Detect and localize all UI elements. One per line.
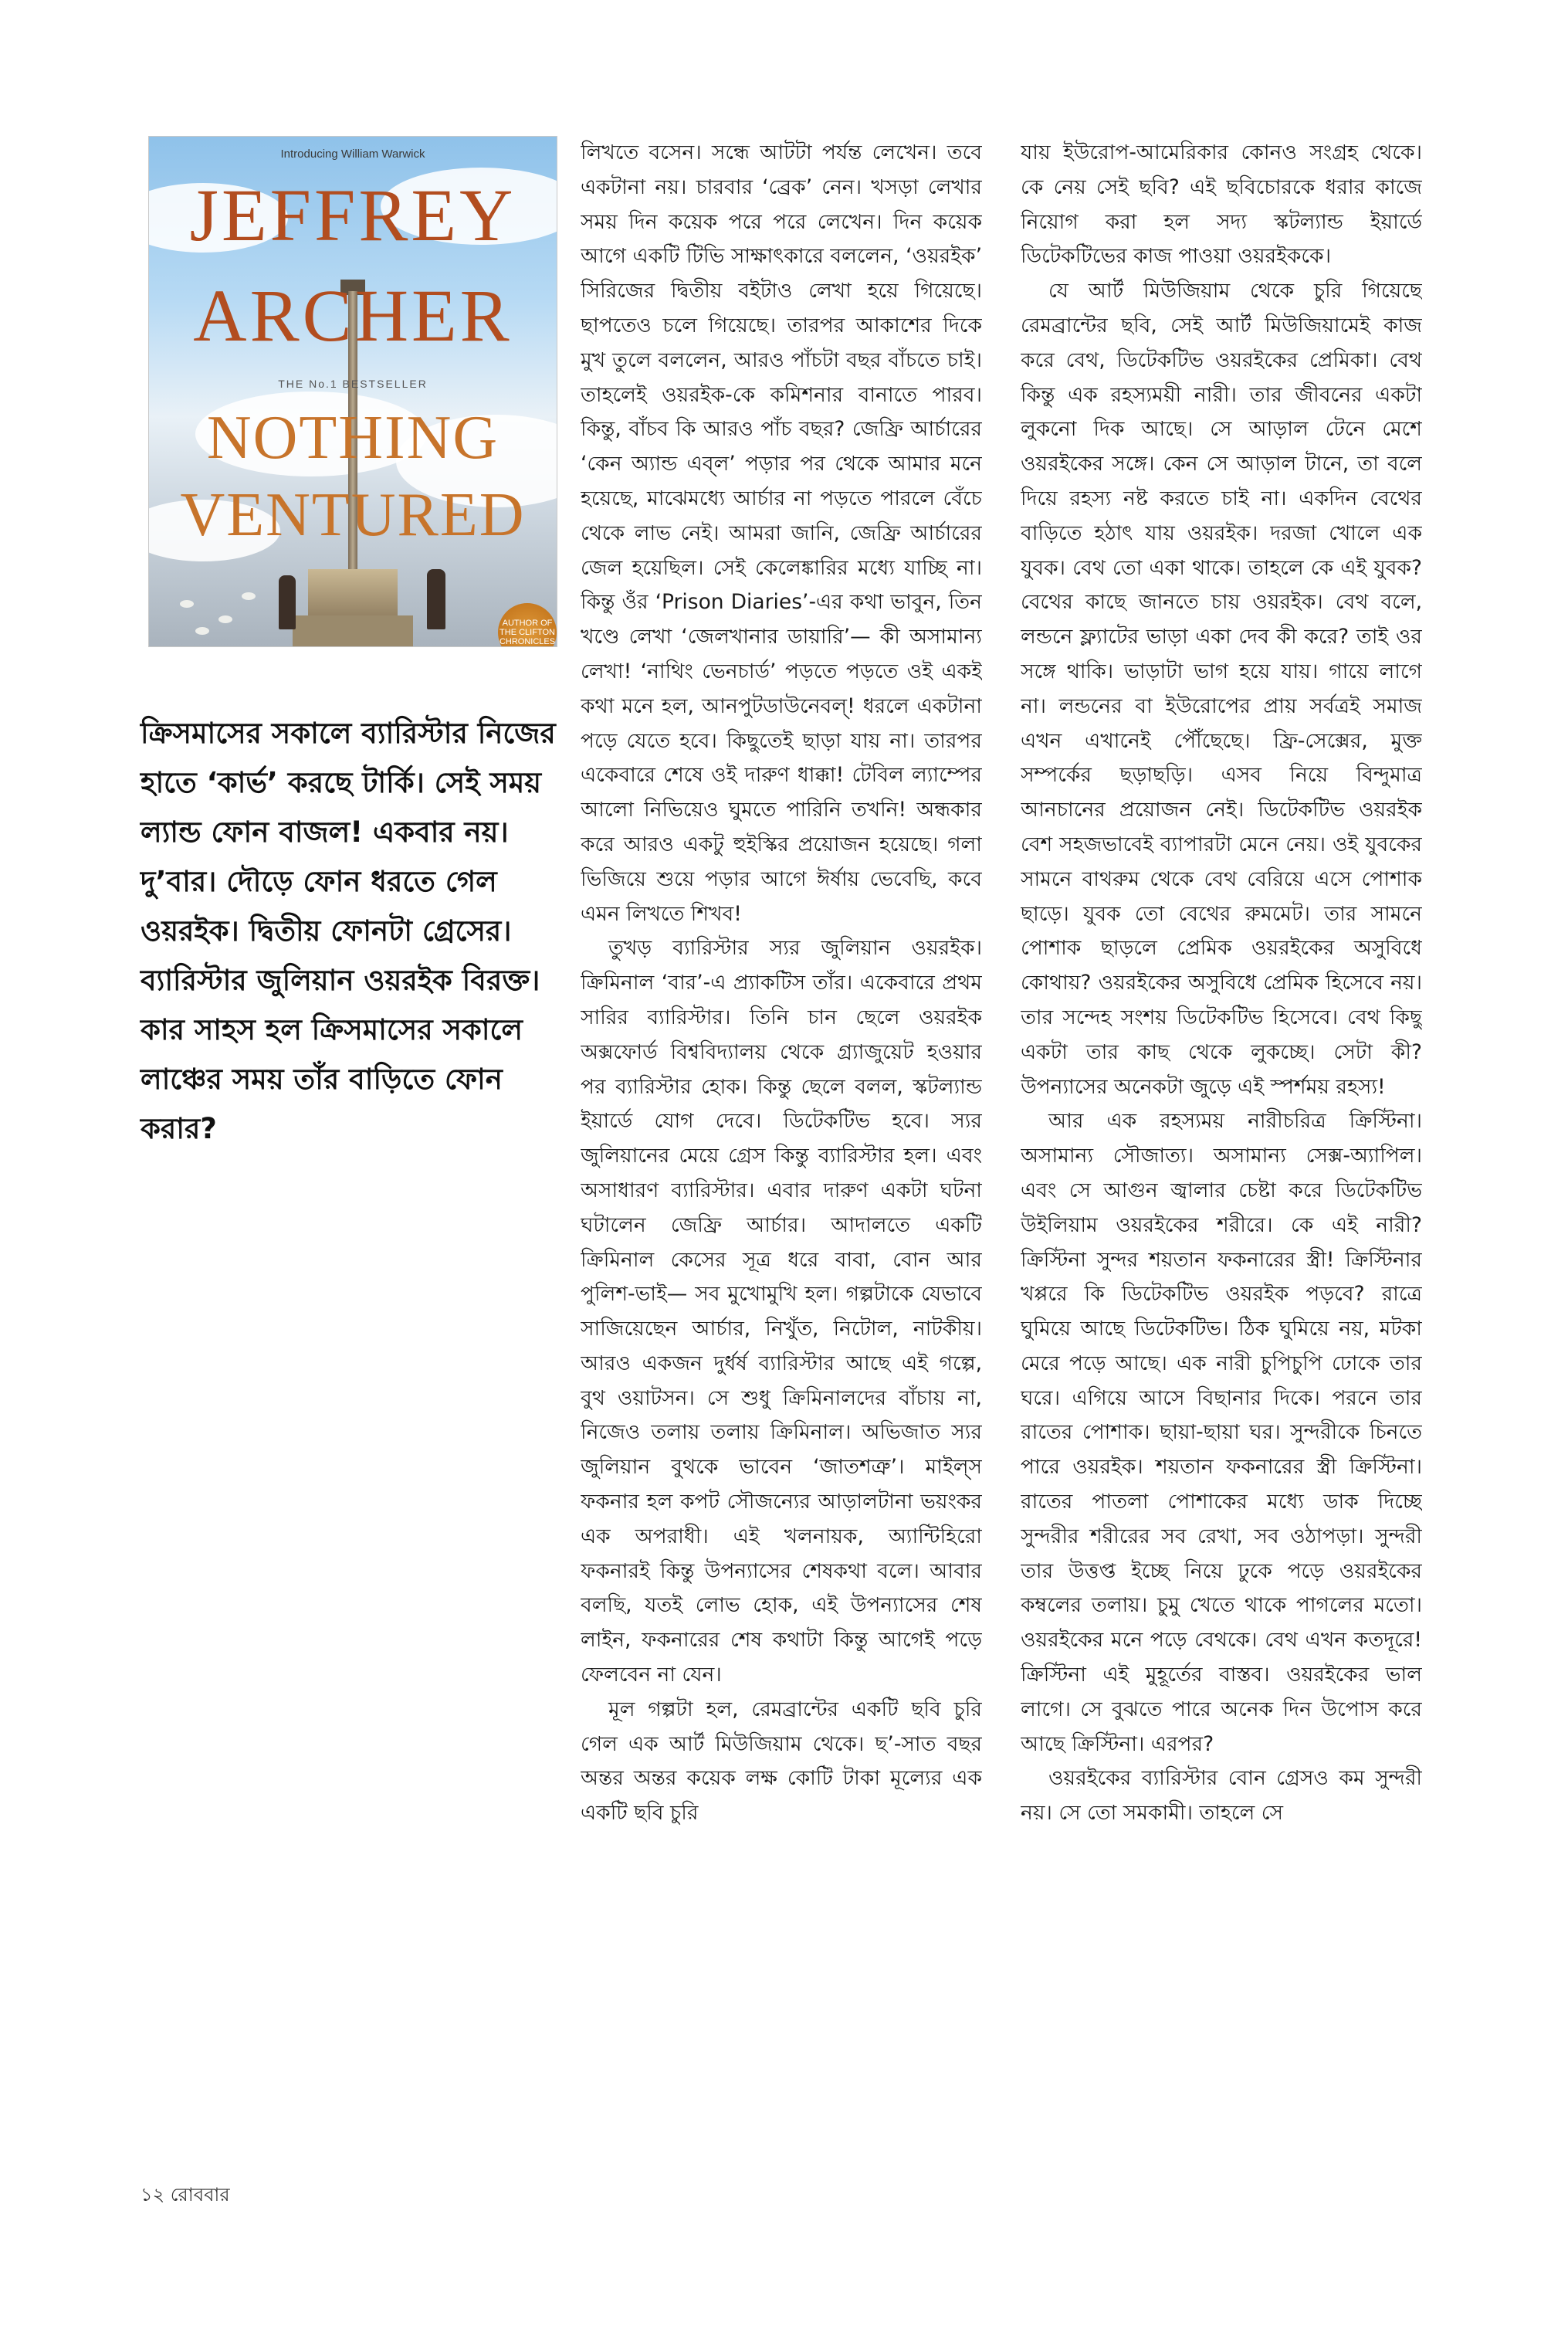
walking-figure: [427, 569, 445, 629]
article-column-2: [581, 136, 982, 2190]
paragraph: তুখড় ব্যারিস্টার স্যর জুলিয়ান ওয়রইক। ক্রিমিনাল ‘বার’-এ প্র্যাকটিস তাঁর। একেবারে প্রথম সারির ব্যারিস্টার। তিনি চান ছেলে ওয়রইক অক্সফোর্ড বিশ্ববিদ্যালয় থেকে গ্র্যাজুয়েট হওয়ার পর ব্যারিস্টার হোক। কিন্তু ছেলে বলল, স্কটল্যান্ড ইয়ার্ডে যোগ দেবে। ডিটেকটিভ হবে। স্যর জুলিয়ানের মেয়ে গ্রেস কিন্তু ব্যারিস্টার হল। এবং অসাধারণ ব্যারিস্টার। এবার দারুণ একটা ঘটনা ঘটালেন জেফ্রি আর্চার। আদালতে একটি ক্রিমিনাল কেসের সূত্র ধরে বাবা, বোন আর পুলিশ-ভাই— সব মুখোমুখি হল। গল্পটাকে যেভাবে সাজিয়েছেন আর্চার, নিখুঁত, নিটোল, নাটকীয়। আরও একজন দুর্ধর্ষ ব্যারিস্টার আছে এই গল্পে, বুথ ওয়াটসন। সে শুধু ক্রিমিনালদের বাঁচায় না, নিজেও তলায় তলায় ক্রিমিনাল। অভিজাত স্যর জুলিয়ান বুথকে ভাবেন ‘জাতশত্রু’। মাইল্‌স ফকনার হল কপট সৌজন্যের আড়ালটানা ভয়ংকর এক অপরাধী। এই খলনায়ক, অ্যান্টিহিরো ফকনারই কিন্তু উপন্যাসের শেষকথা বলে। আবার বলছি, যতই লোভ হোক, এই উপন্যাসের শেষ লাইন, ফকনারের শেষ কথাটা কিন্তু আগেই পড়ে ফেলবেন না যেন।: [581, 936, 982, 1687]
monument-plinth: [293, 615, 413, 646]
paragraph: যায় ইউরোপ-আমেরিকার কোনও সংগ্রহ থেকে। কে নেয় সেই ছবি? এই ছবিচোরকে ধরার কাজে নিয়োগ করা হল সদ্য স্কটল্যান্ড ইয়ার্ডে ডিটেকটিভের কাজ পাওয়া ওয়রইককে।: [1021, 141, 1422, 269]
cover-seal: AUTHOR OF THE CLIFTON CHRONICLES: [498, 603, 557, 647]
page-folio: ১২ রোববার: [141, 2184, 230, 2206]
paragraph: ওয়রইকের ব্যারিস্টার বোন গ্রেসও কম সুন্দরী নয়। সে তো সমকামী। তাহলে সে: [1021, 1766, 1422, 1826]
paragraph: যে আর্ট মিউজিয়াম থেকে চুরি গিয়েছে রেমব্রান্টের ছবি, সেই আর্ট মিউজিয়ামেই কাজ করে বেথ, ডিটেকটিভ ওয়রইকের প্রেমিকা। বেথ কিন্তু এক রহস্যময়ী নারী। তার জীবনের একটা লুকনো দিক আছে। সে আড়াল টেনে মেশে ওয়রইকের সঙ্গে। কেন সে আড়াল টানে, তা বলে দিয়ে রহস্য নষ্ট করতে চাই না। একদিন বেথের বাড়িতে হঠাৎ যায় ওয়রইক। দরজা খোলে এক যুবক। বেথ তো একা থাকে। তাহলে কে এই যুবক? বেথের কাছে জানতে চায় ওয়রইক। বেথ বলে, লন্ডনে ফ্ল্যাটের ভাড়া একা দেব কী করে? তাই ওর সঙ্গে থাকি। ভাড়াটা ভাগ হয়ে যায়। গায়ে লাগে না। লন্ডনের বা ইউরোপের প্রায় সর্বত্রই সমাজ এখন এখানেই পৌঁছেছে। ফ্রি-সেক্সের, মুক্ত সম্পর্কের ছড়াছড়ি। এসব নিয়ে বিন্দুমাত্র আনচানের প্রয়োজন নেই। ডিটেকটিভ ওয়রইক বেশ সহজভাবেই ব্যাপারটা মেনে নেয়। ওই যুবকের সামনে বাথরুম থেকে বেথ বেরিয়ে এসে পোশাক ছাড়ে। যুবক তো বেথের রুমমেট। তার সামনে পোশাক ছাড়লে প্রেমিক ওয়রইকের অসুবিধে কোথায়? ওয়রইকের অসুবিধে প্রেমিক হিসেবে নয়। তার সন্দেহ সংশয় ডিটেকটিভ হিসেবে। বেথ কিছু একটা তার কাছ থেকে লুকচ্ছে। সেটা কী? উপন্যাসের অনেকটা জুড়ে এই স্পর্শময় রহস্য!: [1021, 279, 1422, 1099]
pull-quote: ক্রিসমাসের সকালে ব্যারিস্টার নিজের হাতে ‘কার্ভ’ করছে টার্কি। সেই সময় ল্যান্ড ফোন বাজল! একবার নয়। দু’বার। দৌড়ে ফোন ধরতে গেল ওয়রইক। দ্বিতীয় ফোনটা গ্রেসের। ব্যারিস্টার জুলিয়ান ওয়রইক বিরক্ত। কার সাহস হল ক্রিসমাসের সকালে লাঞ্চের সময় তাঁর বাড়িতে ফোন করার?: [141, 717, 556, 1145]
paragraph: মূল গল্পটা হল, রেমব্রান্টের একটি ছবি চুরি গেল এক আর্ট মিউজিয়াম থেকে। ছ’-সাত বছর অন্তর অন্তর কয়েক লক্ষ কোটি টাকা মূল্যের এক একটি ছবি চুরি: [581, 1697, 982, 1826]
pigeon: [218, 615, 232, 623]
book-cover-image: [148, 136, 557, 647]
cover-author-last: ARCHER: [193, 274, 513, 357]
paragraph: লিখতে বসেন। সন্ধে আটটা পর্যন্ত লেখেন। তবে একটানা নয়। চারবার ‘ব্রেক’ নেন। খসড়া লেখার সময় দিন কয়েক পরে পরে লেখেন। দিন কয়েক আগে একটি টিভি সাক্ষাৎকারে বললেন, ‘ওয়রইক’ সিরিজের দ্বিতীয় বইটাও লেখা হয়ে গিয়েছে। ছাপতেও চলে গিয়েছে। তারপর আকাশের দিকে মুখ তুলে বললেন, আরও পাঁচটা বছর বাঁচতে চাই। তাহলেই ওয়রইক-কে কমিশনার বানাতে পারব। কিন্তু, বাঁচব কি আরও পাঁচ বছর? জেফ্রি আর্চারের ‘কেন অ্যান্ড এব্‌ল’ পড়ার পর থেকে আমার মনে হয়েছে, মাঝেমধ্যে আর্চার না পড়তে পারলে বেঁচে থেকে লাভ নেই। আমরা জানি, জেফ্রি আর্চারের জেল হয়েছিল। সেই কেলেঙ্কারির মধ্যে যাচ্ছি না। কিন্তু ওঁর ‘Prison Diaries’-এর কথা ভাবুন, তিন খণ্ডে লেখা ‘জেলখানার ডায়ারি’— কী অসামান্য লেখা! ‘নাথিং ভেনচার্ড’ পড়তে পড়তে ওই একই কথা মনে হল, আনপুটডাউনেবল্! ধরলে একটানা পড়ে যেতে হবে। কিছুতেই ছাড়া যায় না। তারপর একেবারে শেষে ওই দারুণ ধাক্কা! টেবিল ল্যাম্পের আলো নিভিয়েও ঘুমতে পারিনি তখনি! অন্ধকার করে আরও একটু হুইস্কির প্রয়োজন হয়েছে। গলা ভিজিয়ে শুয়ে পড়ার আগে ঈর্ষায় ভেবেছি, কবে এমন লিখতে শিখব!: [581, 141, 982, 926]
walking-figure: [279, 575, 296, 629]
article-column-3: [1021, 136, 1422, 2190]
cover-badge: THE No.1 BESTSELLER: [278, 378, 428, 390]
pigeon: [242, 592, 256, 600]
cover-title-line2: VENTURED: [180, 481, 526, 549]
pigeon: [180, 600, 194, 608]
cover-tagline: Introducing William Warwick: [280, 147, 425, 161]
cover-title-line1: NOTHING: [206, 404, 500, 472]
cover-author-first: JEFFREY: [189, 174, 516, 256]
pigeon: [195, 627, 209, 635]
paragraph: আর এক রহস্যময় নারীচরিত্র ক্রিস্টিনা। অসামান্য সৌজাত্য। অসামান্য সেক্স-অ্যাপিল। এবং সে আগুন জ্বালার চেষ্টা করে ডিটেকটিভ উইলিয়াম ওয়রইকের শরীরে। কে এই নারী? ক্রিস্টিনা সুন্দর শয়তান ফকনারের স্ত্রী! ক্রিস্টিনার খপ্পরে কি ডিটেকটিভ ওয়রইক পড়বে? রাত্রে ঘুমিয়ে আছে ডিটেকটিভ। ঠিক ঘুমিয়ে নয়, মটকা মেরে পড়ে আছে। এক নারী চুপিচুপি ঢোকে তার ঘরে। এগিয়ে আসে বিছানার দিকে। পরনে তার রাতের পোশাক। ছায়া-ছায়া ঘর। সুন্দরীকে চিনতে পারে ওয়রইক। শয়তান ফকনারের স্ত্রী ক্রিস্টিনা। রাতের পাতলা পোশাকের মধ্যে ডাক দিচ্ছে সুন্দরীর শরীরের সব রেখা, সব ওঠাপড়া। সুন্দরী তার উত্তপ্ত ইচ্ছে নিয়ে ঢুকে পড়ে ওয়রইকের কম্বলের তলায়। চুমু খেতে থাকে পাগলের মতো। ওয়রইকের মনে পড়ে বেথকে। বেথ এখন কতদূরে! ক্রিস্টিনা এই মুহূর্তের বাস্তব। ওয়রইকের ভাল লাগে। সে বুঝতে পারে অনেক দিন উপোস করে আছে ক্রিস্টিনা। এরপর?: [1021, 1109, 1422, 1756]
